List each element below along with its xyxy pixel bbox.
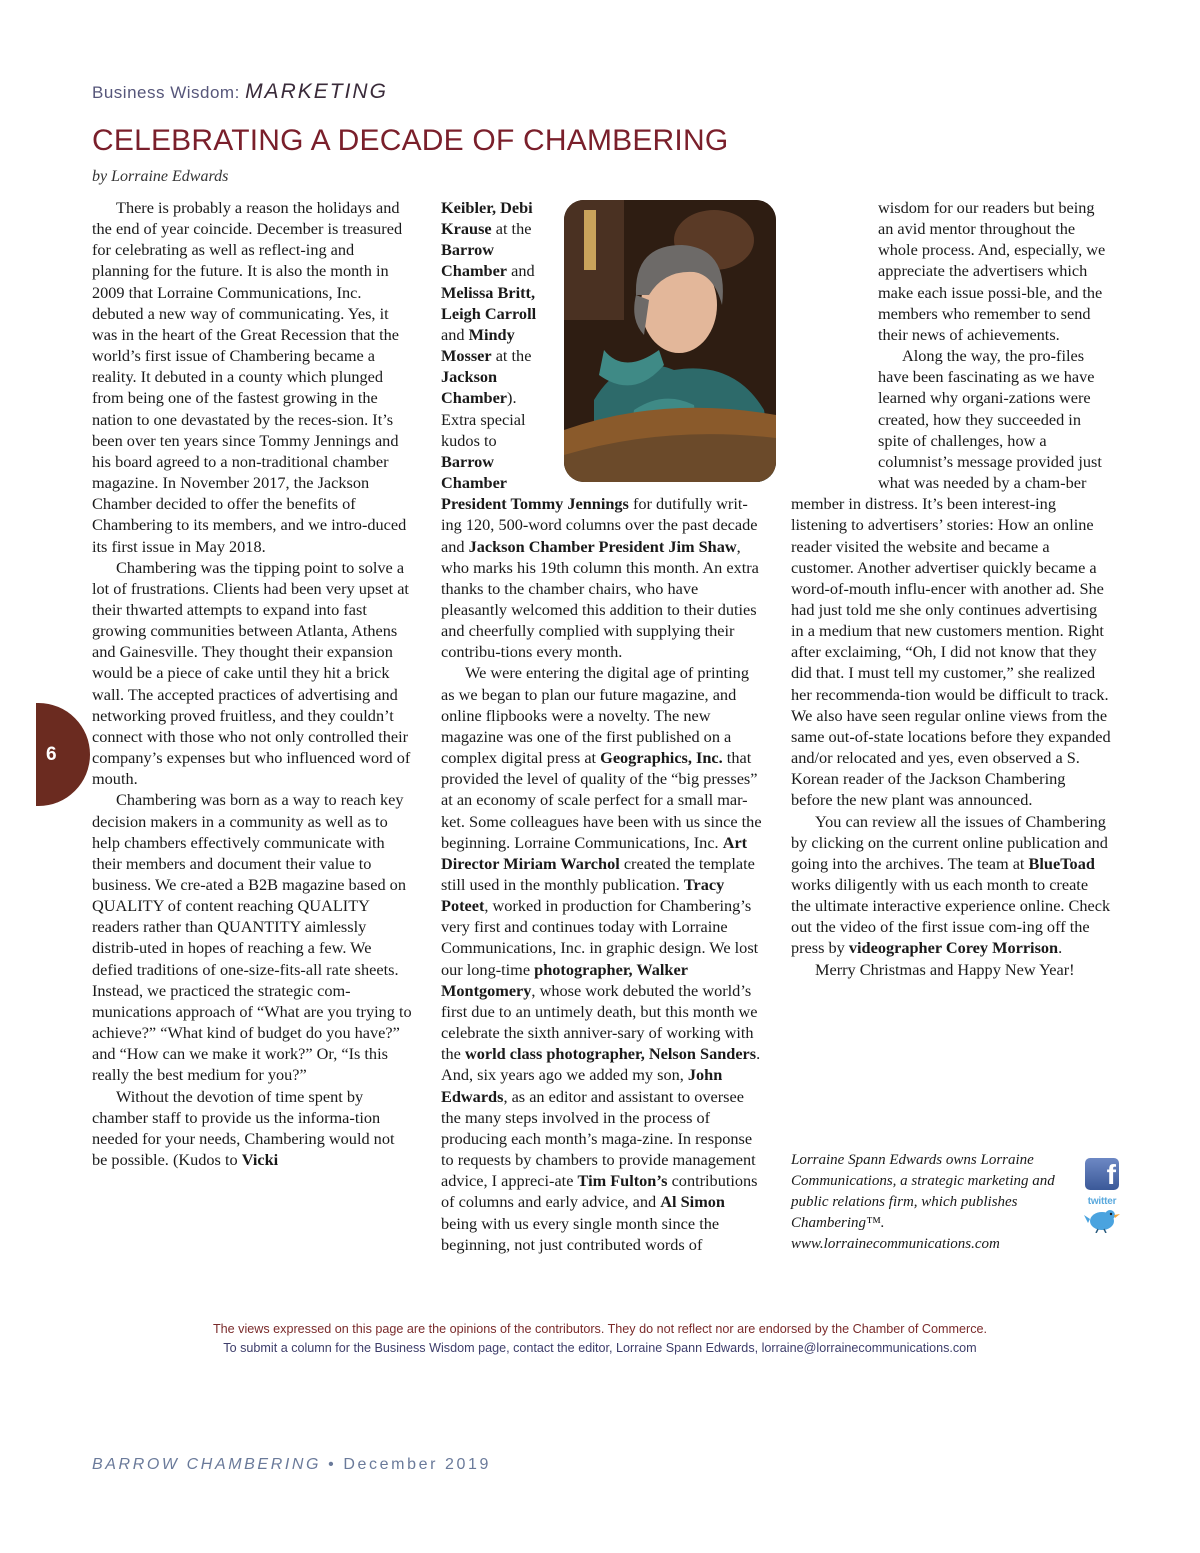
- bio-text: Lorraine Spann Edwards owns Lorraine Communications, a strategic marketing and public relations firm, which publishes Chambering™.: [791, 1152, 1055, 1231]
- paragraph: You can review all the issues of Chambering by clicking on the current online publication and going into the archives. The team at BlueToad works diligently with us each month to create the ultimate interactive experience online. Check out the video of the first issue com-ing off the press by videographer Corey Morrison.: [791, 811, 1111, 958]
- social-links: [1082, 1158, 1122, 1238]
- byline: by Lorraine Edwards: [92, 168, 229, 185]
- article-column-2: [441, 197, 763, 1255]
- footer-publication: BARROW CHAMBERING: [92, 1456, 322, 1473]
- author-photo: [564, 200, 776, 482]
- twitter-label[interactable]: twitter: [1087, 1196, 1117, 1207]
- paragraph: wisdom for our readers but being an avid mentor throughout the whole process. And, especially, we appreciate the advertisers which make each issue possi-ble, and the members who remember to send their news of achievements.: [878, 198, 1106, 344]
- paragraph: We were entering the digital age of printing as we began to plan our future magazine, and online flipbooks were a novelty. The new magazine was one of the first published on a complex digital press at Geographics, Inc. that provided the level of quality of the “big presses” at an economy of scale perfect for a small mar-ket. Some colleagues have been with us since the beginning. Lorraine Communications, Inc. Art Director Miriam Warchol created the template still used in the monthly publication. Tracy Poteet, worked in production for Chambering’s very first and continues today with Lorraine Communications, Inc. in graphic design. We lost our long-time photographer, Walker Montgomery, whose work debuted the world’s first due to an untimely death, but this month we celebrate the sixth anniver-sary of working with the world class photographer, Nelson Sanders. And, six years ago we added my son, John Edwards, as an editor and assistant to oversee the many steps involved in the process of producing each month’s maga-zine. In response to requests by chambers to provide management advice, I appreci-ate Tim Fulton’s contributions of columns and early advice, and Al Simon being with us every single month since the beginning, not just contributed words of: [441, 663, 762, 1254]
- footer-separator: •: [328, 1456, 337, 1473]
- article-column-1: [92, 197, 412, 1170]
- photo-wrap-spacer: [778, 197, 878, 479]
- author-portrait-image: [564, 200, 776, 482]
- facebook-icon[interactable]: f: [1085, 1158, 1119, 1190]
- page-footer: [92, 1456, 491, 1474]
- paragraph: Merry Christmas and Happy New Year!: [815, 959, 1075, 979]
- disclaimer-line-1: The views expressed on this page are the opinions of the contributors. They do not reflect nor are endorsed by the Chamber of Commerce.: [212, 1322, 987, 1336]
- paragraph: Keibler, Debi Krause at the Barrow Chamber and Melissa Britt, Leigh Carroll and Mindy Mosser at the Jackson Chamber). Extra special kudos to Barrow Chamber President Tommy Jennings for dutifully writ-ing 120, 500-word columns over the past decade and Jackson Chamber President Jim Shaw, who marks his 19th column this month. An extra thanks to the chamber chairs, who have pleasantly welcomed this addition to their duties and cheerfully complied with supplying their contribu-tions every month.: [441, 198, 759, 662]
- website-link[interactable]: www.lorrainecommunications.com: [791, 1236, 1000, 1252]
- disclaimer-line-2: To submit a column for the Business Wisdom page, contact the editor, Lorraine Spann Edwards, lorraine@lorrainecommunications.com: [223, 1341, 977, 1355]
- paragraph: Without the devotion of time spent by chamber staff to provide us the informa-tion needed for your needs, Chambering would not be possible. (Kudos to Vicki: [92, 1086, 395, 1170]
- paragraph: There is probably a reason the holidays and the end of year coincide. December is treasured for celebrating as well as reflect-ing and planning for the future. It is also the month in 2009 that Lorraine Communications, Inc. debuted a new way of communicating. Yes, it was in the heart of the Great Recession that the world’s first issue of Chambering became a reality. It debuted in a county which plunged from being one of the fastest growing in the nation to one devastated by the reces-sion. It’s been over ten years since Tommy Jennings and his board agreed to a non-traditional chamber magazine. In November 2017, the Jackson Chamber decided to offer the benefits of Chambering to its members, and we intro-duced its first issue in May 2018.: [92, 198, 407, 556]
- author-bio: [791, 1150, 1081, 1255]
- footer-date: December 2019: [343, 1456, 492, 1473]
- section-name: Business Wisdom:: [92, 83, 240, 102]
- paragraph: Chambering was born as a way to reach key decision makers in a community as well as to help chambers effectively communicate with their members and document their value to business. We cre-ated a B2B magazine based on QUALITY of content reaching QUALITY readers rather than QUANTITY aimlessly distrib-uted in hopes of reaching a few. We defied traditions of one-size-fits-all rate sheets. Instead, we practiced the strategic com-munications approach of “What are you trying to achieve?” “What kind of budget do you have?” and “How can we make it work?” Or, “Is this really the best medium for you?”: [92, 790, 412, 1085]
- paragraph: Along the way, the pro-files have been fascinating as we have learned why organi-zations were created, how they succeeded in spite of challenges, how a columnist’s message provided just what was needed by a cham-ber member in distress. It’s been interest-ing listening to advertisers’ stories: How an online reader visited the website and became a customer. Another advertiser quickly became a word-of-mouth influ-encer with another ad. She had just told me she only continues advertising in a medium that new customers mention. Right after exclaiming, “Oh, I did not know that they did that. I must tell my customer,” she realized her recommenda-tion would be difficult to track. We also have seen regular online views from the same out-of-state locations before they expanded and/or relocated and yes, even observed a S. Korean reader of the Jackson Chambering before the new plant was announced.: [791, 346, 1111, 810]
- section-subtitle: MARKETING: [245, 80, 388, 103]
- article-title: CELEBRATING A DECADE OF CHAMBERING: [92, 124, 729, 157]
- page-number-tab: 6: [36, 703, 90, 806]
- paragraph: Chambering was the tipping point to solve a lot of frustrations. Clients had been very upset at their thwarted attempts to expand into fast growing communities between Atlanta, Athens and Gainesville. They thought their expansion would be a piece of cake until they hit a brick wall. The accepted practices of advertising and networking proved fruitless, and they couldn’t connect with those who not only controlled their company’s expenses but who influenced word of mouth.: [92, 557, 411, 789]
- article-column-3: [791, 197, 1111, 980]
- twitter-bird-icon[interactable]: [1082, 1207, 1122, 1233]
- section-label: [92, 80, 388, 104]
- disclaimer: [0, 1320, 1200, 1358]
